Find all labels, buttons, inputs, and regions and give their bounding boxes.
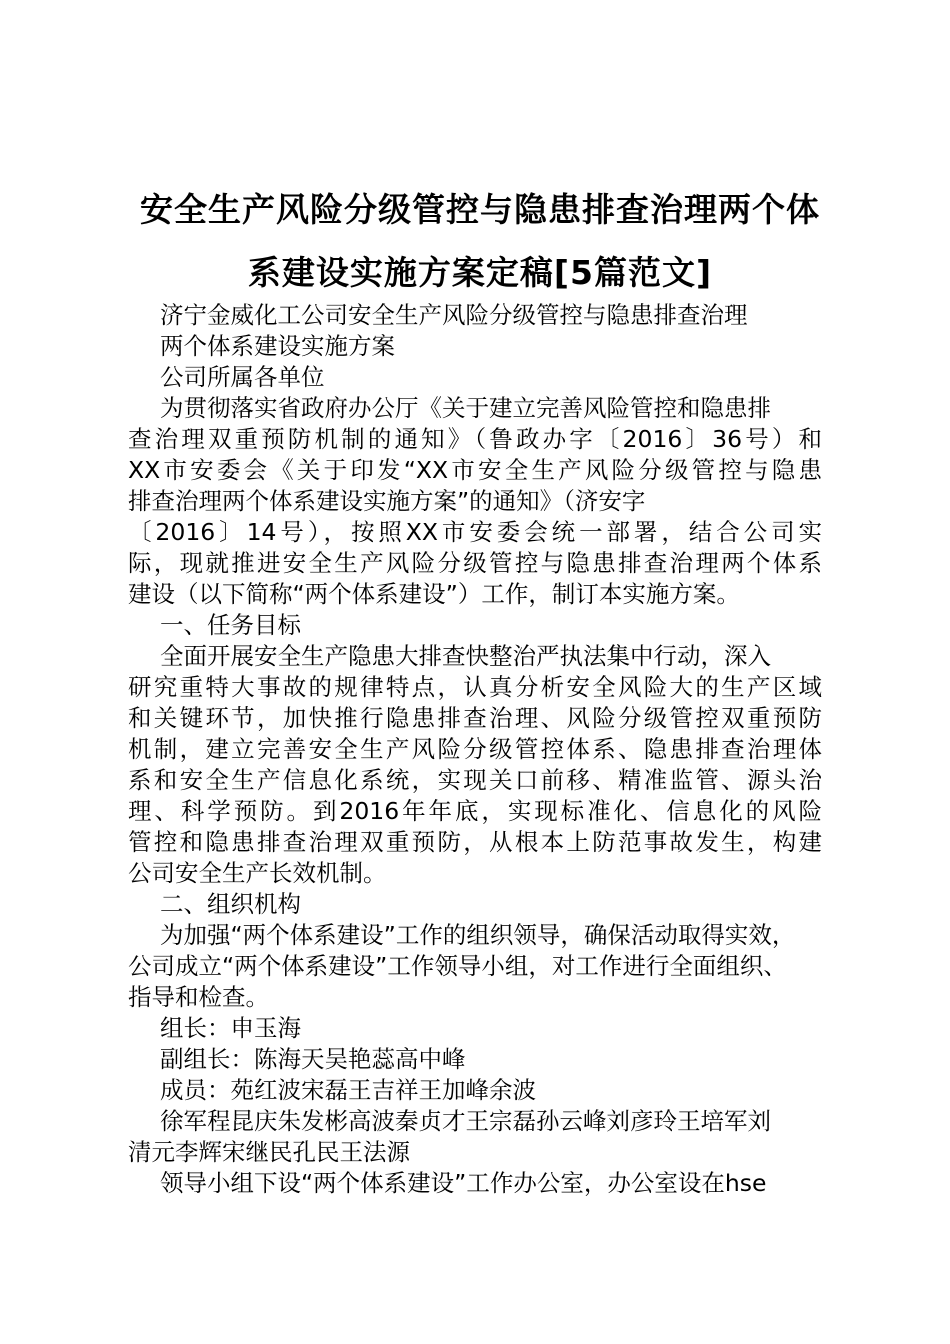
paragraph-line: XX市安委会《关于印发“XX市安全生产风险分级管控与隐患 bbox=[128, 456, 822, 484]
paragraph-line: 公司安全生产长效机制。 bbox=[128, 859, 387, 887]
paragraph-line: 管控和隐患排查治理双重预防，从根本上防范事故发生，构建 bbox=[128, 828, 822, 856]
paragraph-line: 全面开展安全生产隐患大排查快整治严执法集中行动，深入 bbox=[160, 642, 771, 670]
subtitle-line-1: 济宁金威化工公司安全生产风险分级管控与隐患排查治理 bbox=[160, 301, 748, 329]
members-continued-line: 徐军程昆庆朱发彬高波秦贞才王宗磊孙云峰刘彦玲王培军刘 bbox=[160, 1107, 771, 1135]
paragraph-line: 建设（以下简称“两个体系建设”）工作，制订本实施方案。 bbox=[128, 580, 740, 608]
paragraph-line: 系和安全生产信息化系统，实现关口前移、精准监管、源头治 bbox=[128, 766, 822, 794]
paragraph-line: 公司成立“两个体系建设”工作领导小组，对工作进行全面组织、 bbox=[128, 952, 787, 980]
subtitle-line-2: 两个体系建设实施方案 bbox=[160, 332, 395, 360]
section-heading-1: 一、任务目标 bbox=[160, 611, 301, 639]
members-continued-line: 清元李辉宋继民孔民王法源 bbox=[128, 1138, 410, 1166]
leader-line: 组长：申玉海 bbox=[160, 1014, 301, 1042]
paragraph-line: 机制，建立完善安全生产风险分级管控体系、隐患排查治理体 bbox=[128, 735, 822, 763]
paragraph-line: 理、科学预防。到2016年年底，实现标准化、信息化的风险 bbox=[128, 797, 822, 825]
document-title-line-2: 系建设实施方案定稿[5篇范文] bbox=[247, 253, 713, 292]
paragraph-line: 为贯彻落实省政府办公厅《关于建立完善风险管控和隐患排 bbox=[160, 394, 771, 422]
paragraph-line: 领导小组下设“两个体系建设”工作办公室，办公室设在hse bbox=[160, 1169, 767, 1197]
salutation: 公司所属各单位 bbox=[160, 363, 325, 391]
deputy-leader-line: 副组长：陈海天吴艳蕊高中峰 bbox=[160, 1045, 466, 1073]
members-line: 成员：苑红波宋磊王吉祥王加峰余波 bbox=[160, 1076, 536, 1104]
paragraph-line: 为加强“两个体系建设”工作的组织领导，确保活动取得实效， bbox=[160, 921, 796, 949]
paragraph-line: 查治理双重预防机制的通知》（鲁政办字〔2016〕36号）和 bbox=[128, 425, 822, 453]
paragraph-line: 〔2016〕14号），按照XX市安委会统一部署，结合公司实 bbox=[128, 518, 822, 546]
document-title-line-1: 安全生产风险分级管控与隐患排查治理两个体 bbox=[140, 190, 820, 229]
paragraph-line: 排查治理两个体系建设实施方案”的通知》（济安字 bbox=[128, 487, 646, 515]
paragraph-line: 研究重特大事故的规律特点，认真分析安全风险大的生产区域 bbox=[128, 673, 822, 701]
section-heading-2: 二、组织机构 bbox=[160, 890, 301, 918]
paragraph-line: 指导和检查。 bbox=[128, 983, 269, 1011]
paragraph-line: 际，现就推进安全生产风险分级管控与隐患排查治理两个体系 bbox=[128, 549, 822, 577]
paragraph-line: 和关键环节，加快推行隐患排查治理、风险分级管控双重预防 bbox=[128, 704, 822, 732]
